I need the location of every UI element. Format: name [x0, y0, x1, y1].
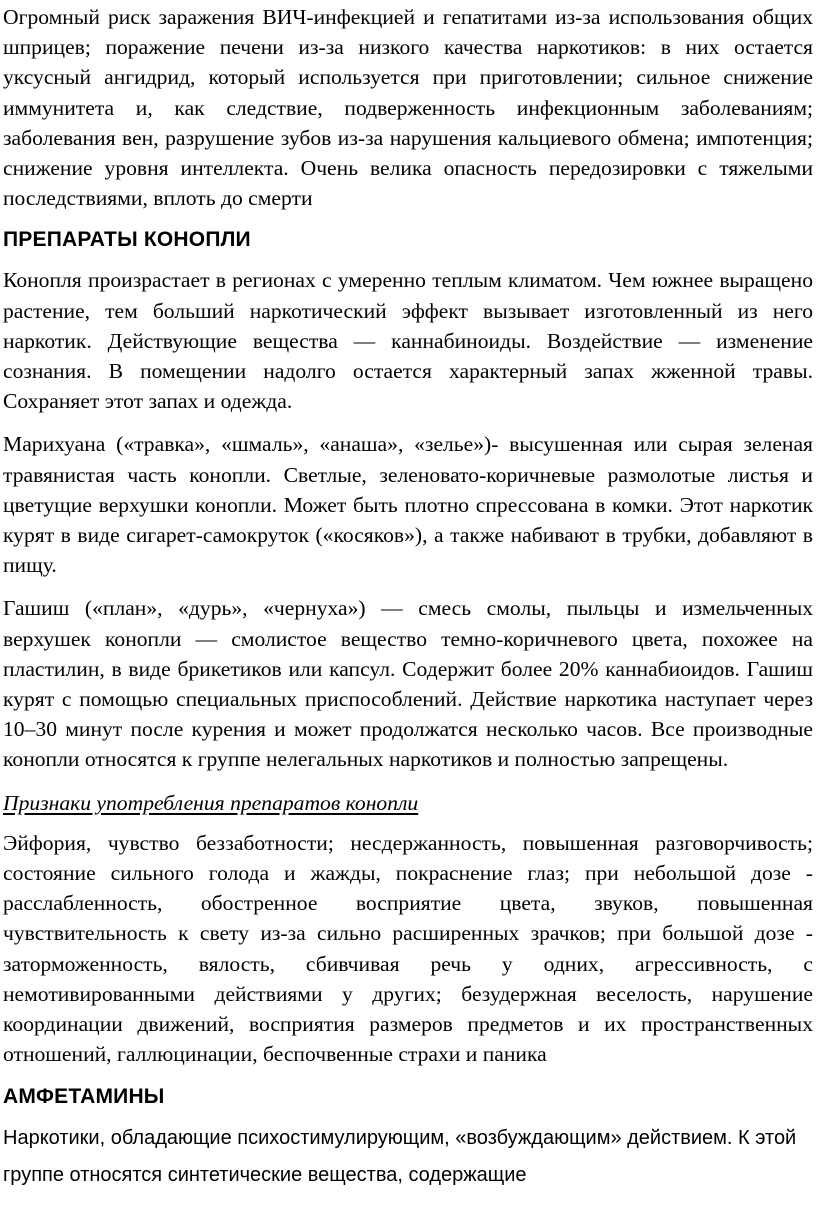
document-page — [3, 0, 813, 1194]
paragraph-cannabis-signs: Эйфория, чувство беззаботности; несдержанность, повышенная разговорчивость; состояние сильного голода и жажды, покраснение глаз; при небольшой дозе - расслабленность, обостренное восприятие цвета, звуков, повышенная чувствительность к свету из-за сильно расширенных зрачков; при большой дозе - заторможенность, вялость, сбивчивая речь у одних, агрессивность, с немотивированными действиями у других; безудержная веселость, нарушение координации движений, восприятия размеров предметов и их пространственных отношений, галлюцинации, беспочвенные страхи и паника — [3, 830, 813, 1067]
subheading-cannabis-signs: Признаки употребления препаратов конопли — [3, 790, 419, 815]
section-heading-cannabis: ПРЕПАРАТЫ КОНОПЛИ — [3, 228, 251, 252]
paragraph-amphetamines-intro: Наркотики, обладающие психостимулирующим, «возбуждающим» действием. К этой группе относятся синтетические вещества, содержащие — [3, 1126, 797, 1186]
paragraph-heroin-risks: Огромный риск заражения ВИЧ-инфекцией и гепатитами из-за использования общих шприцев; поражение печени из-за низкого качества наркотиков: в них остается уксусный ангидрид, который используется при приготовлении; сильное снижение иммунитета и, как следствие, подверженность инфекционным заболеваниям; заболевания вен, разрушение зубов из-за нарушения кальциевого обмена; импотенция; снижение уровня интеллекта. Очень велика опасность передозировки с тяжелыми последствиями, вплоть до смерти — [3, 5, 813, 211]
paragraph-hashish: Гашиш («план», «дурь», «чернуха») — смесь смолы, пыльцы и измельченных верхушек конопли — смолистое вещество темно-коричневого цвета, похожее на пластилин, в виде брикетиков или капсул. Содержит более 20% каннабиоидов. Гашиш курят с помощью специальных приспособлений. Действие наркотика наступает через 10–30 минут после курения и может продолжатся несколько часов. Все производные конопли относятся к группе нелегальных наркотиков и полностью запрещены. — [3, 596, 813, 772]
paragraph-marijuana: Марихуана («травка», «шмаль», «анаша», «зелье»)- высушенная или сырая зеленая травянистая часть конопли. Светлые, зеленовато-коричневые размолотые листья и цветущие верхушки конопли. Может быть плотно спрессована в комки. Этот наркотик курят в виде сигарет-самокруток («косяков»), а также набивают в трубки, добавляют в пищу. — [3, 432, 813, 578]
paragraph-cannabis-intro: Конопля произрастает в регионах с умеренно теплым климатом. Чем южнее выращено растение, тем больший наркотический эффект вызывает изготовленный из него наркотик. Действующие вещества — каннабиноиды. Воздействие — изменение сознания. В помещении надолго остается характерный запах жженной травы. Сохраняет этот запах и одежда. — [3, 268, 813, 414]
section-heading-amphetamines: АМФЕТАМИНЫ — [3, 1084, 165, 1108]
